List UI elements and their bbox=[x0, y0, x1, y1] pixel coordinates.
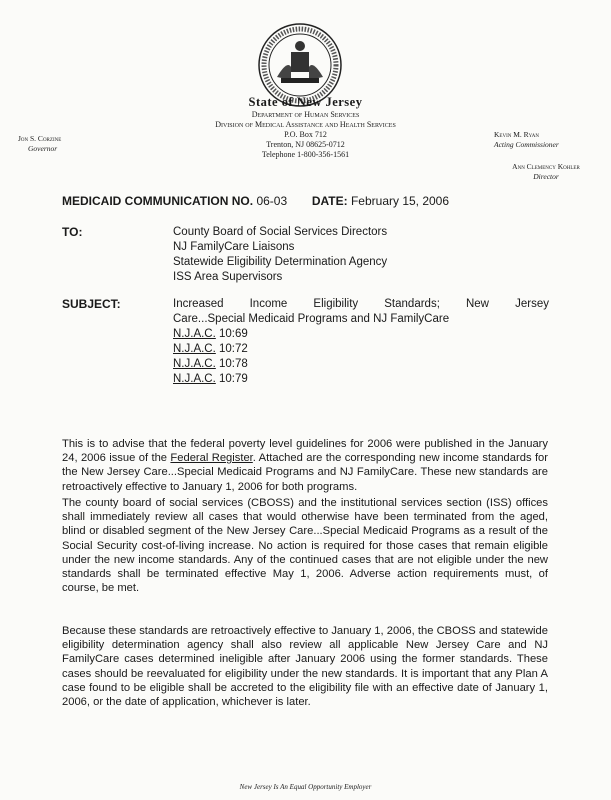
dept-line-1: Department of Human Services bbox=[251, 110, 360, 119]
footer: New Jersey Is An Equal Opportunity Employer bbox=[239, 783, 372, 791]
subject-line-1 bbox=[173, 297, 549, 312]
communication-date: February 15, 2006 bbox=[350, 194, 450, 208]
citation-ref: 10:69 bbox=[219, 328, 248, 340]
paragraph-1 bbox=[62, 437, 548, 494]
state-title: State of New Jersey bbox=[248, 95, 363, 109]
citation bbox=[173, 327, 549, 342]
director-name: Ann Clemency Kohler bbox=[512, 162, 580, 171]
citation-ref: 10:78 bbox=[219, 358, 248, 370]
recipient: Statewide Eligibility Determination Agency bbox=[173, 256, 388, 268]
subject-block bbox=[173, 297, 549, 387]
subject-word: New bbox=[465, 298, 489, 310]
recipient: ISS Area Supervisors bbox=[173, 271, 283, 283]
citation-ref: 10:79 bbox=[219, 373, 248, 385]
paragraph-3: Because these standards are retroactively effective to January 1, 2006, the CBOSS and statewide eligibility determination agency shall also review all applicable New Jersey Care and NJ FamilyCare cases determined ineligible after January 2006 using the former standards. These cases should be reevaluated for eligibility under the new standards. It is important that any Plan A case found to be eligible shall be accreted to the eligibility file with an effective date of January 1, 2006, or the date of application, whichever is later. bbox=[62, 625, 548, 709]
governor-block bbox=[18, 134, 118, 154]
communication-number: 06-03 bbox=[256, 194, 288, 208]
paragraph-2: The county board of social services (CBOSS) and the institutional services section (ISS) offices shall immediately review all cases that would otherwise have been terminated from the aged, blind or disabled segment of the New Jersey Care...Special Medicaid Programs as a result of the Social Security cost-of-living increase. No action is required for those cases that remain eligible under the new income standards. Any of the continued cases that are not eligible under the new standards shall be terminated effective May 1, 2006. Adverse action requirements must, of course, be met. bbox=[62, 497, 548, 595]
citation bbox=[173, 372, 549, 387]
to-label: TO: bbox=[62, 225, 83, 239]
subject-word: Income bbox=[249, 298, 288, 310]
recipient: NJ FamilyCare Liaisons bbox=[173, 241, 295, 253]
director-block bbox=[486, 162, 606, 182]
governor-name: Jon S. Corzine bbox=[18, 134, 62, 143]
subject-word: Jersey bbox=[515, 298, 549, 310]
citation bbox=[173, 357, 549, 372]
commissioner-block bbox=[494, 130, 604, 150]
commissioner-title: Acting Commissioner bbox=[494, 140, 559, 149]
federal-register-ref: Federal Register bbox=[170, 452, 253, 465]
dept-line-2: Division of Medical Assistance and Health Services bbox=[215, 120, 396, 129]
commissioner-name: Kevin M. Ryan bbox=[494, 130, 539, 139]
communication-label: MEDICAID COMMUNICATION NO. bbox=[62, 194, 254, 208]
citation bbox=[173, 342, 549, 357]
citation-code: N.J.A.C. bbox=[173, 358, 216, 370]
citation-ref: 10:72 bbox=[219, 343, 248, 355]
subject-word: Eligibility bbox=[313, 298, 359, 310]
p1-before: This is to advise that the federal poverty level guidelines for 2006 were published in the January 24, 2006 issue of the bbox=[62, 438, 548, 465]
subject-word: Standards; bbox=[384, 298, 440, 310]
date-label: DATE: bbox=[311, 194, 348, 208]
p1-after: . Attached are the corresponding new income standards for the New Jersey Care...Special Medicaid Programs and NJ FamilyCare. These new standards are retroactively effective to January 1, 2006 for both programs. bbox=[62, 452, 548, 493]
recipient-list bbox=[173, 225, 387, 285]
governor-title: Governor bbox=[28, 144, 58, 153]
citation-code: N.J.A.C. bbox=[173, 328, 216, 340]
phone-line: Telephone 1-800-356-1561 bbox=[261, 150, 350, 159]
address-line-2: Trenton, NJ 08625-0712 bbox=[266, 140, 345, 149]
recipient: County Board of Social Services Directors bbox=[173, 226, 388, 238]
subject-line-2: Care...Special Medicaid Programs and NJ FamilyCare bbox=[173, 313, 450, 325]
communication-line bbox=[62, 194, 449, 208]
address-line-1: P.O. Box 712 bbox=[284, 130, 327, 139]
subject-label: SUBJECT: bbox=[62, 297, 121, 311]
subject-word: Increased bbox=[173, 298, 224, 310]
citation-code: N.J.A.C. bbox=[173, 343, 216, 355]
citation-code: N.J.A.C. bbox=[173, 373, 216, 385]
director-title: Director bbox=[533, 172, 559, 181]
